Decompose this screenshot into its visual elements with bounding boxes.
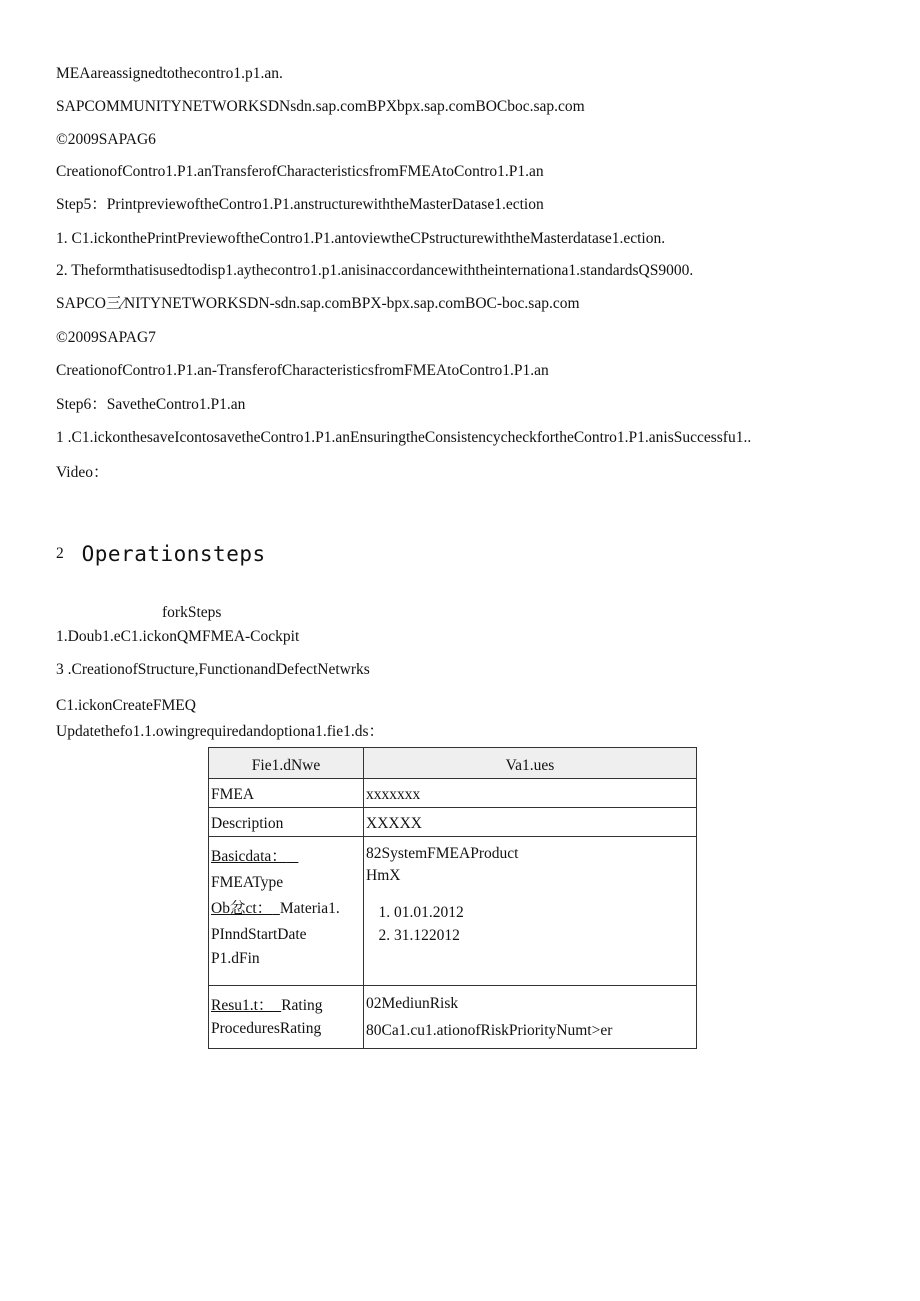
- sap-network-line: SAPCOMMUNITYNETWORKSDNsdn.sap.comBPXbpx.sap.comBOCboc.sap.com: [56, 98, 585, 115]
- field-value: HmX: [366, 867, 401, 884]
- date-item: 1. 01.01.2012: [394, 901, 694, 924]
- field-value: 82SystemFMEAProduct: [366, 845, 519, 862]
- date-item: 2. 31.122012: [394, 924, 694, 947]
- field-value-group: [364, 986, 697, 1049]
- list-item: 2. Theformthatisusedtodisp1.aythecontro1.p1.anisinaccordancewiththeinternationa1.standardsQS9000.: [56, 262, 694, 279]
- header-field-name: Fie1.dNwe: [209, 748, 364, 779]
- field-value: XXXXX: [364, 808, 697, 837]
- steps-label: forkSteps: [162, 604, 222, 621]
- copyright-line: ©2009SAPAG6: [56, 131, 156, 148]
- slide-title: CreationofContro1.P1.an-TransferofCharacteristicsfromFMEAtoContro1.P1.an: [56, 362, 549, 379]
- sap-network-line: SAPCO三⁄NITYNETWORKSDN-sdn.sap.comBPX-bpx.sap.comBOC-boc.sap.com: [56, 295, 580, 312]
- header-values: Va1.ues: [364, 748, 697, 779]
- fields-table: [208, 747, 697, 1049]
- table-row: [209, 779, 697, 808]
- field-name: FMEA: [209, 779, 364, 808]
- field-name-group: [209, 837, 364, 986]
- step-heading: Step6：SavetheContro1.P1.an: [56, 396, 246, 413]
- table-row: [209, 837, 697, 986]
- field-name-group: [209, 986, 364, 1049]
- field-value: 02MediunRisk: [366, 995, 459, 1012]
- table-header-row: [209, 748, 697, 779]
- slide-title: CreationofContro1.P1.anTransferofCharacteristicsfromFMEAtoContro1.P1.an: [56, 163, 544, 180]
- field-value-group: [364, 837, 697, 986]
- section-heading: [56, 542, 266, 566]
- date-list: [366, 901, 694, 947]
- field-label: Rating: [281, 997, 323, 1014]
- field-value: 80Ca1.cu1.ationofRiskPriorityNumt>er: [366, 1022, 613, 1039]
- copyright-line: ©2009SAPAG7: [56, 329, 156, 346]
- field-label: Materia1.: [279, 900, 340, 917]
- field-name: Description: [209, 808, 364, 837]
- field-label: Resu1.t：: [211, 997, 274, 1014]
- list-item: 1 .C1.ickonthesaveIcontosavetheContro1.P1.anEnsuringtheConsistencycheckfortheContro1.P1.anisSuccessfu1..: [56, 429, 752, 446]
- field-label: ProceduresRating: [211, 1020, 322, 1037]
- field-value: xxxxxxx: [364, 779, 697, 808]
- step-heading: Step5：PrintpreviewoftheContro1.P1.anstructurewiththeMasterDatase1.ection: [56, 196, 544, 213]
- field-label: Ob忿ct：: [211, 900, 273, 917]
- text-line: MEAareassignedtothecontro1.p1.an.: [56, 65, 283, 82]
- underline-blank: [272, 900, 280, 917]
- video-label: Video：: [56, 464, 109, 481]
- field-label: PInndStartDate: [211, 926, 307, 943]
- step-item: C1.ickonCreateFMEQ: [56, 697, 196, 714]
- list-item: 1. C1.ickonthePrintPreviewoftheContro1.P1.antoviewtheCPstructurewiththeMasterdatase1.ection.: [56, 230, 666, 247]
- step-item: Updatethefo1.1.owingrequiredandoptiona1.fie1.ds：: [56, 723, 384, 740]
- section-number: 2: [56, 545, 64, 562]
- section-title: Operationsteps: [81, 542, 266, 566]
- step-item: 1.Doub1.eC1.ickonQMFMEA-Cockpit: [56, 628, 300, 645]
- field-label: Basicdata：: [211, 848, 287, 865]
- underline-blank: [287, 848, 299, 865]
- field-label: FMEAType: [211, 874, 284, 891]
- table-row: [209, 808, 697, 837]
- step-item: 3 .CreationofStructure,FunctionandDefectNetwrks: [56, 661, 370, 678]
- table-row: [209, 986, 697, 1049]
- field-label: P1.dFin: [211, 950, 260, 967]
